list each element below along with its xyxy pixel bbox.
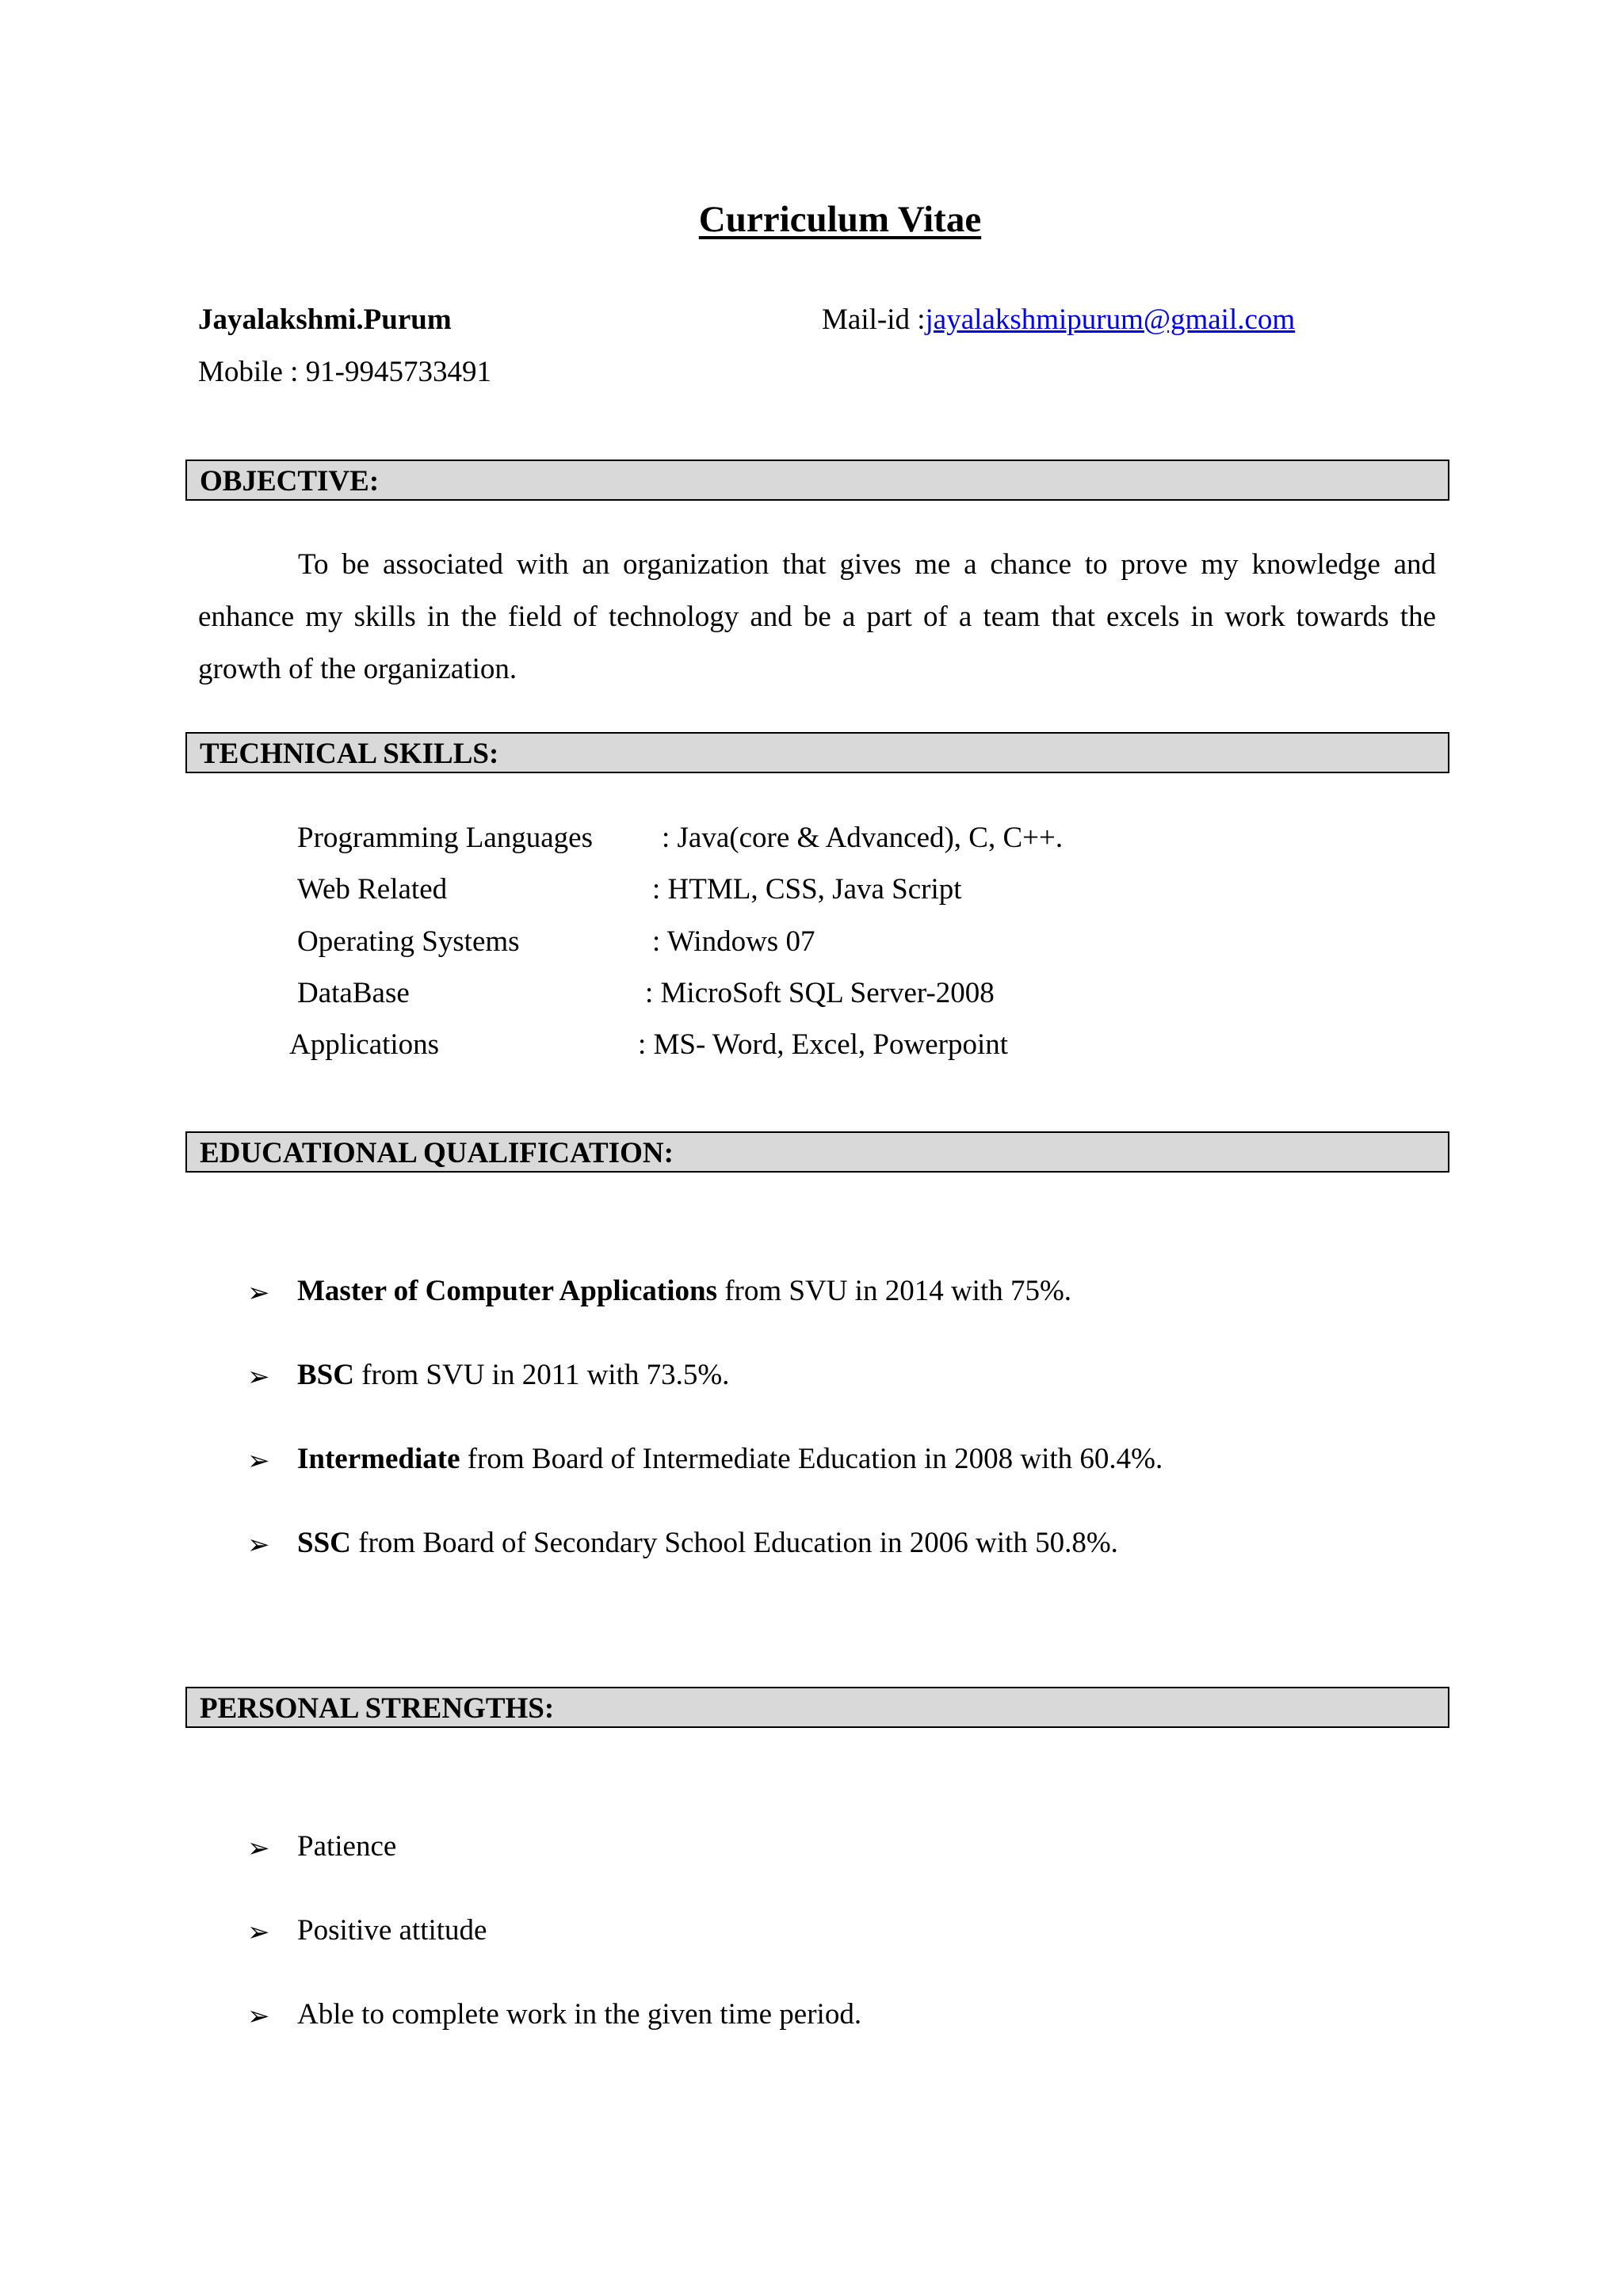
section-education [185, 1131, 1449, 1173]
skill-value: : Windows 07 [652, 925, 815, 958]
education-detail: from Board of Intermediate Education in 2008 with 60.4%. [460, 1443, 1163, 1475]
page-title: Curriculum Vitae [698, 199, 982, 240]
education-degree: BSC [297, 1359, 354, 1391]
education-detail: from SVU in 2011 with 73.5%. [353, 1359, 730, 1391]
education-item [297, 1358, 729, 1392]
section-objective [185, 460, 1449, 501]
mail-label: Mail-id : [822, 303, 926, 336]
arrowhead-bullet-icon: ➢ [247, 1834, 270, 1863]
section-personal-strengths-title: PERSONAL STRENGTHS: [200, 1692, 555, 1725]
education-detail: from Board of Secondary School Education in 2006 with 50.8%. [350, 1527, 1118, 1559]
section-technical-skills [185, 732, 1449, 773]
arrowhead-bullet-icon: ➢ [247, 1531, 270, 1560]
strength-item: Patience [297, 1830, 397, 1863]
skill-value: : Java(core & Advanced), C, C++. [662, 822, 1064, 854]
skill-label: DataBase [297, 977, 410, 1009]
section-objective-title: OBJECTIVE: [200, 465, 380, 498]
education-detail: from SVU in 2014 with 75%. [716, 1275, 1072, 1307]
arrowhead-bullet-icon: ➢ [247, 1363, 270, 1392]
education-item [297, 1274, 1071, 1308]
mobile-line: Mobile : 91-9945733491 [198, 356, 491, 388]
skill-value: : HTML, CSS, Java Script [652, 873, 962, 906]
email-link[interactable]: jayalakshmipurum@gmail.com [925, 303, 1296, 336]
education-item [297, 1442, 1163, 1476]
skill-label: Applications [289, 1028, 440, 1061]
objective-text: To be associated with an organization that gives me a chance to prove my knowledge and enhance my skills in the field of technology and be a part of a team that excels in work towards the growth of the organization. [198, 548, 1436, 685]
arrowhead-bullet-icon: ➢ [247, 2002, 270, 2031]
skill-label: Programming Languages [297, 822, 593, 854]
skill-value: : MicroSoft SQL Server-2008 [645, 977, 995, 1009]
strength-item: Positive attitude [297, 1914, 487, 1947]
skill-label: Web Related [297, 873, 448, 906]
section-personal-strengths [185, 1687, 1449, 1728]
candidate-name: Jayalakshmi.Purum [198, 303, 452, 336]
section-education-title: EDUCATIONAL QUALIFICATION: [200, 1137, 674, 1169]
arrowhead-bullet-icon: ➢ [247, 1447, 270, 1476]
arrowhead-bullet-icon: ➢ [247, 1918, 270, 1947]
mail-line [822, 303, 1295, 337]
strength-item: Able to complete work in the given time period. [297, 1998, 862, 2031]
education-degree: Master of Computer Applications [297, 1275, 717, 1307]
education-item [297, 1526, 1118, 1560]
arrowhead-bullet-icon: ➢ [247, 1279, 270, 1308]
skill-value: : MS- Word, Excel, Powerpoint [638, 1028, 1009, 1061]
section-technical-skills-title: TECHNICAL SKILLS: [200, 738, 499, 770]
education-degree: SSC [297, 1527, 351, 1559]
education-degree: Intermediate [297, 1443, 460, 1475]
skill-label: Operating Systems [297, 925, 520, 958]
